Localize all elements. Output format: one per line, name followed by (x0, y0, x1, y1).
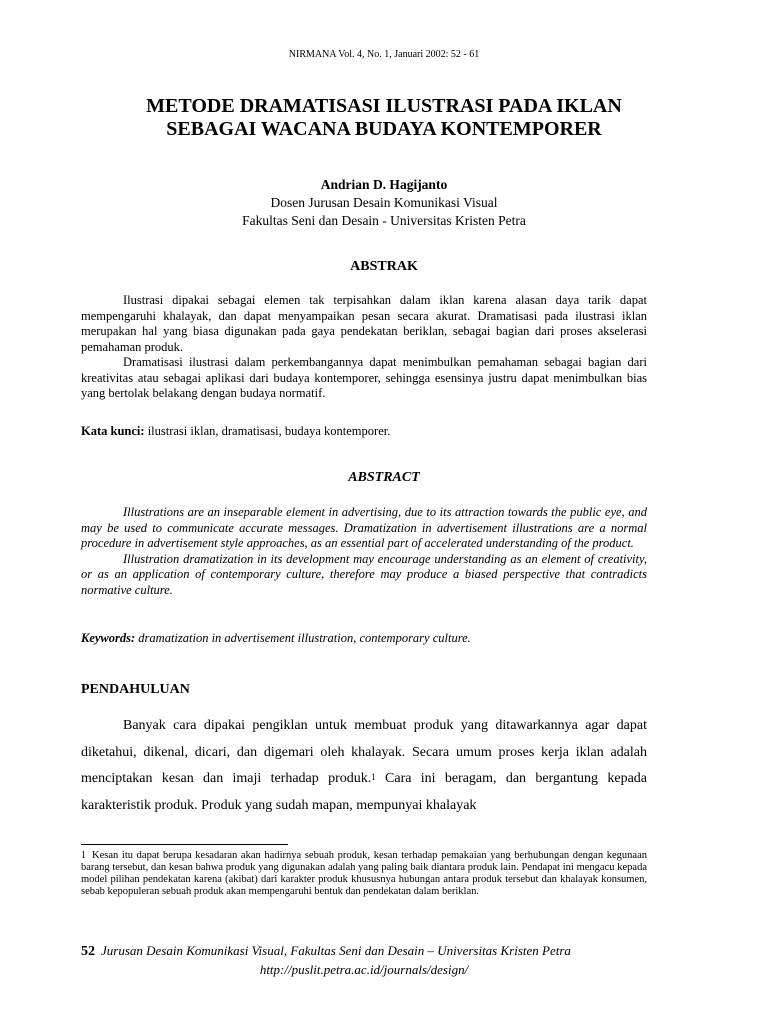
abstrak-body (81, 293, 647, 402)
footnote-text: Kesan itu dapat berupa kesadaran akan hadirnya sebuah produk, kesan terhadap pemakaian yang berhubungan dengan kegunaan barang tersebut, dan kesan bahwa produk yang digunakan adalah yang paling baik diantara produk lain. Pendapat ini mengacu kepada model pilihan pendekatan karena (akibat) dari karakter produk khususnya hubungan antara produk tersebut dan khalayak konsumen, sebab kepopuleran sebuah produk akan mempengaruhi bentuk dan pendekatan dalam beriklan. (81, 850, 647, 897)
abstract-heading: ABSTRACT (348, 470, 420, 485)
author-block (0, 176, 768, 230)
footnote-number: 1 (81, 850, 86, 861)
kata-kunci-label: Kata kunci: (81, 424, 145, 438)
kata-kunci-text: ilustrasi iklan, dramatisasi, budaya kontemporer. (144, 424, 391, 438)
author-affiliation-2: Fakultas Seni dan Desain - Universitas Kristen Petra (242, 213, 526, 228)
pendahuluan-paragraph (81, 713, 647, 819)
footnote-reference[interactable]: 1 (371, 772, 376, 782)
abstract-body (81, 505, 647, 598)
pendahuluan-heading: PENDAHULUAN (81, 682, 190, 697)
abstrak-keywords (81, 424, 647, 440)
abstrak-heading: ABSTRAK (350, 259, 418, 274)
title-line-2: SEBAGAI WACANA BUDAYA KONTEMPORER (166, 118, 602, 140)
pendahuluan-text-b: Cara ini beragam, dan bergantung kepada karakteristik produk. Produk yang sudah mapan, mempunyai khalayak (81, 771, 647, 813)
footer-url[interactable]: http://puslit.petra.ac.id/journals/design/ (259, 962, 469, 977)
author-affiliation-1: Dosen Jurusan Desain Komunikasi Visual (270, 195, 498, 210)
paper-title (0, 95, 768, 141)
footnote-divider (81, 844, 288, 845)
keywords-text: dramatization in advertisement illustration, contemporary culture. (135, 631, 471, 645)
author-name: Andrian D. Hagijanto (320, 177, 448, 192)
page-number: 52 (81, 944, 95, 959)
page-footer (81, 942, 647, 979)
footnote (81, 850, 647, 898)
abstrak-paragraph-2: Dramatisasi ilustrasi dalam perkembangannya dapat menimbulkan pemahaman sebagai bagian dari kreativitas atau sebagai aplikasi dari budaya kontemporer, sehingga esensinya justru dapat menimbulkan bias yang bertolak belakang dengan budaya normatif. (81, 355, 647, 400)
journal-citation: NIRMANA Vol. 4, No. 1, Januari 2002: 52 - 61 (288, 49, 480, 60)
abstract-keywords (81, 631, 647, 647)
title-line-1: METODE DRAMATISASI ILUSTRASI PADA IKLAN (146, 95, 622, 117)
keywords-label: Keywords: (81, 631, 136, 645)
abstract-paragraph-2: Illustration dramatization in its development may encourage understanding as an element of creativity, or as an application of contemporary culture, therefore may produce a biased perspective that contradicts normative culture. (81, 551, 647, 597)
abstract-paragraph-1: Illustrations are an inseparable element in advertising, due to its attraction towards the public eye, and may be used to communicate accurate messages. Dramatization in advertisement illustrations are a normal procedure in advertisement style approaches, as an essential part of accelerated understanding of the product. (81, 505, 647, 550)
pendahuluan-text-a: Banyak cara dipakai pengiklan untuk membuat produk yang ditawarkannya agar dapat diketahui, dikenal, dicari, dan digemari oleh khalayak. Secara umum proses kerja iklan adalah menciptakan kesan dan imaji terhadap produk. (81, 718, 647, 786)
footer-institution: Jurusan Desain Komunikasi Visual, Fakultas Seni dan Desain – Universitas Kristen Petra (101, 943, 571, 958)
abstrak-paragraph-1: Ilustrasi dipakai sebagai elemen tak terpisahkan dalam iklan karena alasan daya tarik dapat mempengaruhi khalayak, dan dapat menyampaikan pesan secara akurat. Dramatisasi pada ilustrasi iklan merupakan hal yang biasa digunakan pada gaya pendekatan beriklan, sebagai bagian dari proses akselerasi pemahaman produk. (81, 293, 647, 354)
